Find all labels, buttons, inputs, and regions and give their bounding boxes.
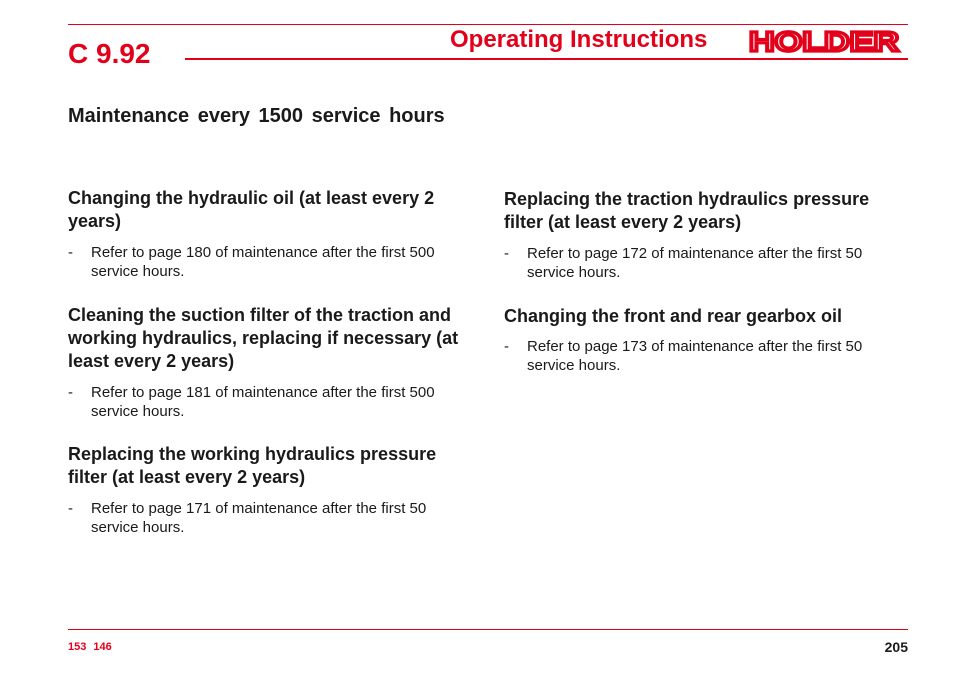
left-item-1 xyxy=(68,243,468,281)
right-item-2 xyxy=(504,337,904,375)
document-number: 153 146 xyxy=(68,641,112,653)
right-item-1 xyxy=(504,244,904,282)
left-heading-2: Cleaning the suction filter of the traction and working hydraulics, replacing if necessary (at least every 2 years) xyxy=(68,305,459,371)
bullet-dash: - xyxy=(504,245,509,262)
left-item-3 xyxy=(68,499,468,537)
header-top-rule xyxy=(68,24,908,25)
left-heading-1: Changing the hydraulic oil (at least every 2 years) xyxy=(68,188,435,231)
holder-logo-text: HOLDER xyxy=(749,29,899,53)
right-item-1-text: Refer to page 172 of maintenance after the first 50 service hours. xyxy=(527,245,863,281)
page-number: 205 xyxy=(884,639,908,655)
holder-logo xyxy=(748,29,902,53)
left-item-1-text: Refer to page 180 of maintenance after the first 500 service hours. xyxy=(91,244,435,280)
model-number: C 9.92 xyxy=(68,38,151,69)
bullet-dash: - xyxy=(68,384,73,401)
document-title: Operating Instructions xyxy=(450,26,708,53)
section-title: Maintenance every 1500 service hours xyxy=(68,105,445,127)
left-item-3-text: Refer to page 171 of maintenance after the first 50 service hours. xyxy=(91,500,427,536)
left-heading-3: Replacing the working hydraulics pressure filter (at least every 2 years) xyxy=(68,444,437,487)
bullet-dash: - xyxy=(68,244,73,261)
right-heading-1: Replacing the traction hydraulics pressure filter (at least every 2 years) xyxy=(504,189,870,232)
left-item-2 xyxy=(68,383,468,421)
footer-rule xyxy=(68,629,908,630)
right-item-2-text: Refer to page 173 of maintenance after the first 50 service hours. xyxy=(527,338,863,374)
bullet-dash: - xyxy=(68,500,73,517)
left-item-2-text: Refer to page 181 of maintenance after the first 500 service hours. xyxy=(91,384,435,420)
bullet-dash: - xyxy=(504,338,509,355)
right-heading-2: Changing the front and rear gearbox oil xyxy=(504,306,843,326)
header-bottom-rule xyxy=(185,58,908,60)
